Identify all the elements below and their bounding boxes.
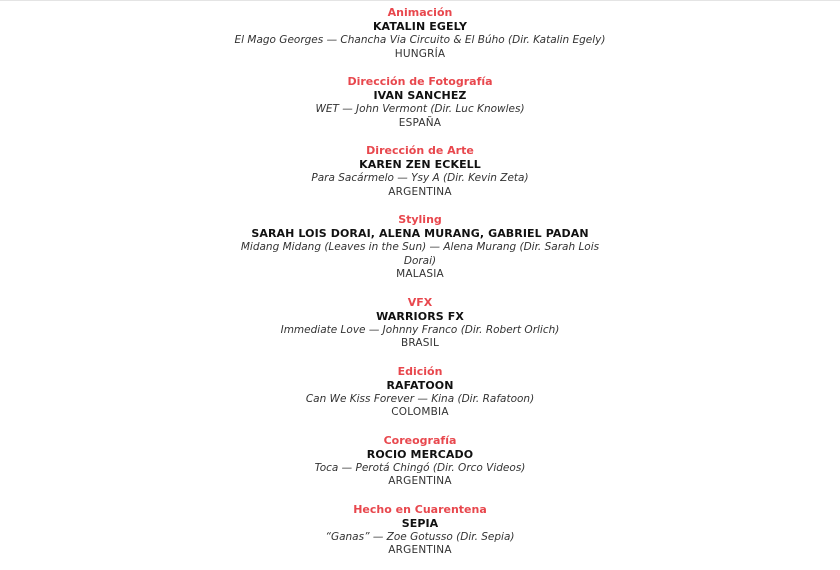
award-winner: IVAN SANCHEZ xyxy=(373,89,467,102)
award-country: COLOMBIA xyxy=(391,406,449,418)
award-winner: SARAH LOIS DORAI, ALENA MURANG, GABRIEL PADAN xyxy=(251,227,589,240)
award-entry xyxy=(230,296,610,351)
award-category: Hecho en Cuarentena xyxy=(353,502,487,516)
award-entry xyxy=(230,434,610,489)
award-work: Midang Midang (Leaves in the Sun) — Alena Murang (Dir. Sarah Lois Dorai) xyxy=(240,241,600,267)
award-entry xyxy=(230,75,610,130)
award-entry xyxy=(230,6,610,61)
award-category: Styling xyxy=(398,213,442,226)
award-winner: KATALIN EGELY xyxy=(372,20,468,33)
award-work: El Mago Georges — Chancha Via Circuito & El Búho (Dir. Katalin Egely) xyxy=(234,34,606,46)
award-country: ARGENTINA xyxy=(388,544,452,556)
award-country: MALASIA xyxy=(396,268,444,280)
award-winner: SEPIA xyxy=(401,516,439,530)
award-entry xyxy=(230,213,610,282)
award-work: Immediate Love — Johnny Franco (Dir. Robert Orlich) xyxy=(280,323,560,336)
award-winner: WARRIORS FX xyxy=(376,309,464,323)
award-country: BRASIL xyxy=(400,337,440,349)
awards-list xyxy=(0,6,840,558)
award-country: ARGENTINA xyxy=(388,185,452,198)
award-category: Animación xyxy=(387,6,453,19)
award-winner: KAREN ZEN ECKELL xyxy=(359,158,481,171)
award-work: Toca — Perotá Chingó (Dir. Orco Videos) xyxy=(314,461,526,474)
award-winner: RAFATOON xyxy=(386,378,454,392)
award-entry xyxy=(230,144,610,199)
award-entry xyxy=(230,365,610,420)
award-country: ARGENTINA xyxy=(388,475,452,487)
award-category: Dirección de Arte xyxy=(366,144,474,157)
award-country: HUNGRÍA xyxy=(394,47,446,60)
award-work: Para Sacármelo — Ysy A (Dir. Kevin Zeta) xyxy=(311,172,529,184)
top-divider xyxy=(0,0,840,1)
award-category: Coreografía xyxy=(383,433,457,447)
award-winner: ROCIO MERCADO xyxy=(366,447,474,461)
award-entry xyxy=(230,503,610,558)
award-category: VFX xyxy=(407,295,433,309)
award-work: WET — John Vermont (Dir. Luc Knowles) xyxy=(315,103,525,115)
award-category: Edición xyxy=(397,364,443,378)
award-work: “Ganas” — Zoe Gotusso (Dir. Sepia) xyxy=(325,530,515,543)
award-category: Dirección de Fotografía xyxy=(347,75,493,88)
award-work: Can We Kiss Forever — Kina (Dir. Rafatoon) xyxy=(305,392,535,405)
award-country: ESPAÑA xyxy=(398,116,442,129)
